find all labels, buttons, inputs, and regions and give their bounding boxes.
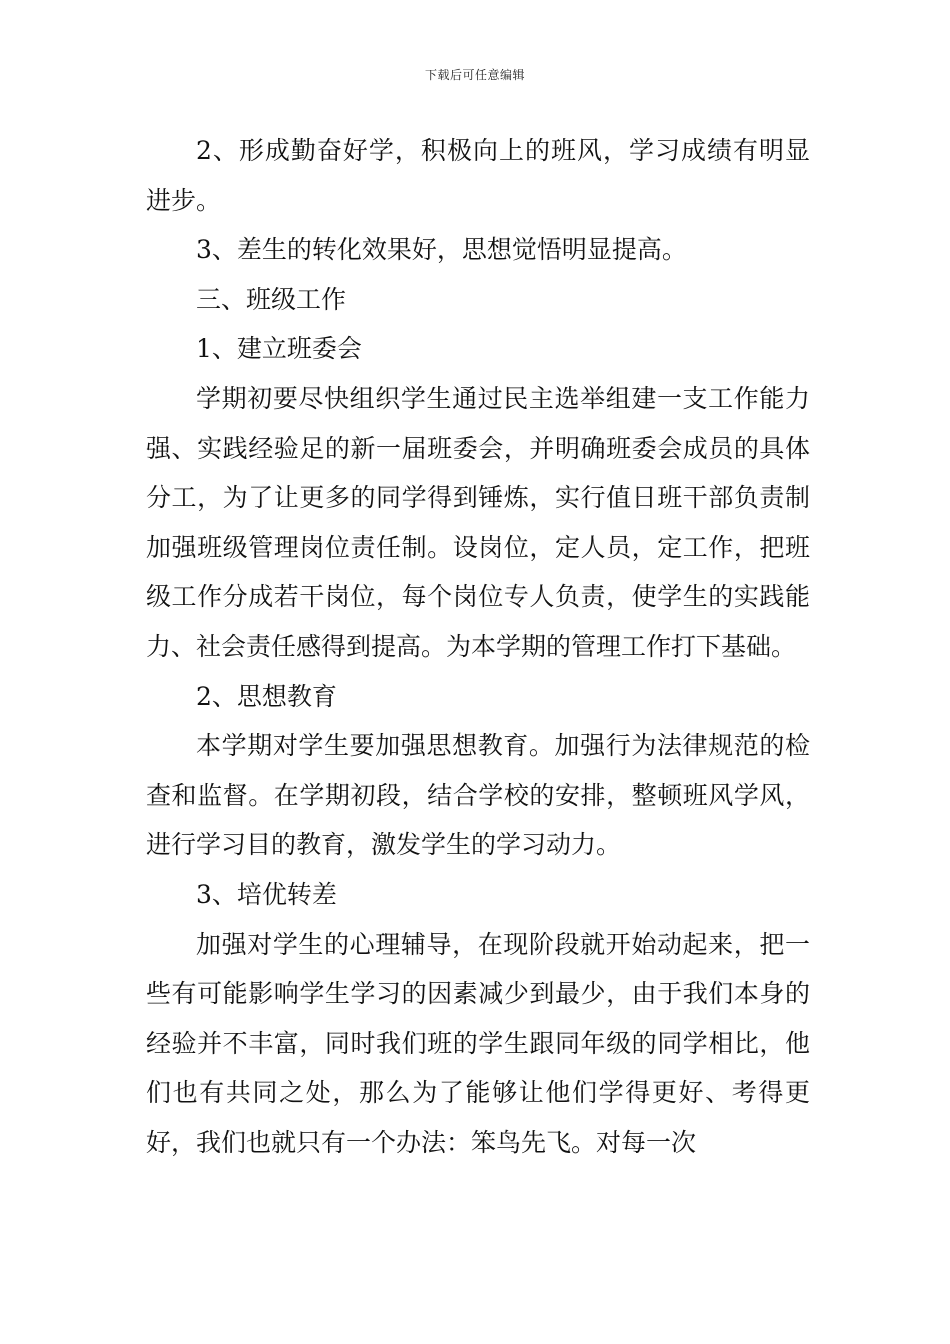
section-heading-class-work: 三、班级工作 (196, 284, 347, 314)
paragraph-goal-2: 2、形成勤奋好学，积极向上的班风，学习成绩有明显进步。 (146, 136, 810, 215)
subheading-class-committee: 1、建立班委会 (196, 334, 362, 364)
subheading-tutoring: 3、培优转差 (196, 879, 337, 909)
paragraph-goal-3: 3、差生的转化效果好，思想觉悟明显提高。 (196, 235, 687, 265)
paragraph-tutoring: 加强对学生的心理辅导，在现阶段就开始动起来，把一些有可能影响学生学习的因素减少到最少，由于我们本身的经验并不丰富，同时我们班的学生跟同年级的同学相比，他们也有共同之处，那么为了能够让他们学得更好、考得更好，我们也就只有一个办法：笨鸟先飞。对每一次 (146, 929, 810, 1157)
paragraph-ideological-education: 本学期对学生要加强思想教育。加强行为法律规范的检查和监督。在学期初段，结合学校的安排，整顿班风学风，进行学习目的教育，激发学生的学习动力。 (146, 731, 810, 860)
paragraph-class-committee: 学期初要尽快组织学生通过民主选举组建一支工作能力强、实践经验足的新一届班委会，并明确班委会成员的具体分工，为了让更多的同学得到锤炼，实行值日班干部负责制加强班级管理岗位责任制。设岗位，定人员，定工作，把班级工作分成若干岗位，每个岗位专人负责，使学生的实践能力、社会责任感得到提高。为本学期的管理工作打下基础。 (146, 383, 810, 661)
header-note: 下载后可任意编辑 (424, 68, 525, 82)
subheading-ideological-education: 2、思想教育 (196, 681, 337, 711)
document-body (146, 126, 810, 1167)
